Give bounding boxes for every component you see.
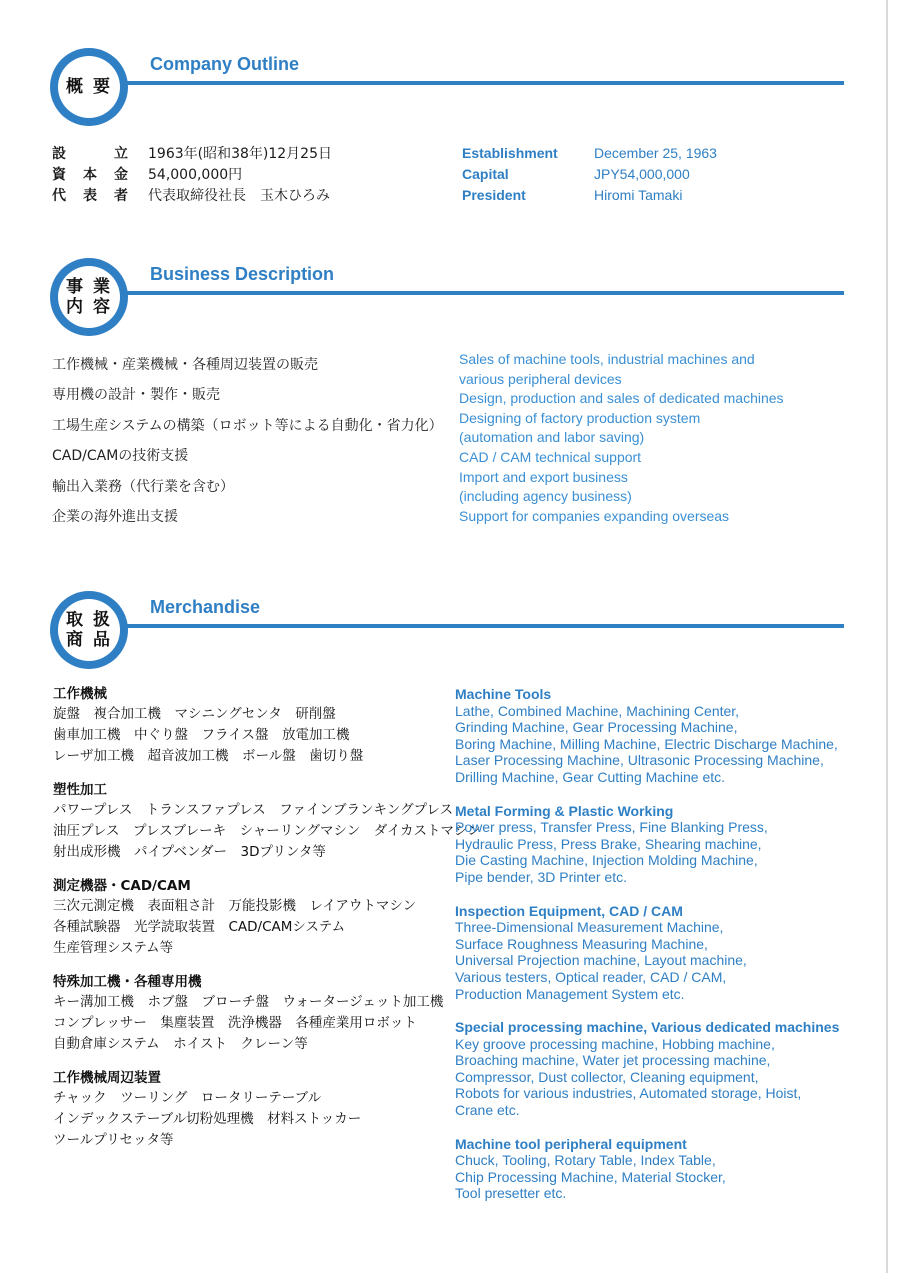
outline-en-value: Hiromi Tamaki	[594, 186, 683, 203]
outline-title: Company Outline	[150, 54, 300, 74]
business-title: Business Description	[150, 264, 335, 284]
outline-jp-label	[52, 143, 148, 163]
outline-jp-label	[52, 164, 148, 184]
outline-badge	[50, 48, 128, 126]
business-jp-list	[52, 354, 443, 536]
merch-en-line: Universal Projection machine, Layout machine,	[455, 952, 747, 969]
business-en-line: (including agency business)	[459, 488, 632, 505]
merch-en-category	[455, 1019, 855, 1119]
merch-jp-line: 歯車加工機 中ぐり盤 フライス盤 放電加工機	[53, 727, 350, 743]
merch-en-category	[455, 1136, 855, 1202]
business-badge-label	[58, 266, 120, 328]
business-jp-item: 工作機械・産業機械・各種周辺装置の販売	[52, 357, 318, 373]
outline-en-row	[462, 163, 717, 184]
business-badge-line2: 内 容	[66, 297, 112, 317]
merch-jp-heading: 塑性加工	[53, 782, 107, 798]
merch-jp-line: ツールプリセッタ等	[53, 1132, 174, 1148]
merch-jp-heading: 工作機械周辺装置	[53, 1070, 161, 1086]
merch-en-heading: Machine Tools	[455, 686, 552, 702]
merchandise-badge-label	[58, 599, 120, 661]
outline-jp-label-char: 者	[114, 187, 128, 204]
merch-en-line: Drilling Machine, Gear Cutting Machine etc.	[455, 768, 726, 785]
merch-en-heading: Special processing machine, Various dedicated machines	[455, 1019, 840, 1036]
merch-jp-line: 三次元測定機 表面粗さ計 万能投影機 レイアウトマシン	[53, 898, 417, 914]
merch-en-category	[455, 903, 855, 1003]
merch-en-line: Three-Dimensional Measurement Machine,	[455, 919, 724, 936]
merchandise-badge	[50, 591, 128, 669]
merch-jp-category	[53, 1068, 443, 1151]
merch-en-line: Power press, Transfer Press, Fine Blanking Press,	[455, 819, 768, 836]
merch-jp-line: 各種試験器 光学読取装置 CAD/CAMシステム	[53, 919, 346, 935]
outline-jp-label-char: 設	[52, 145, 66, 162]
business-section-header	[50, 258, 850, 342]
merch-en-line: Compressor, Dust collector, Cleaning equipment,	[455, 1068, 759, 1085]
merch-en-line: Die Casting Machine, Injection Molding Machine,	[455, 852, 758, 869]
outline-en-table	[462, 142, 717, 205]
merchandise-section-header	[50, 591, 850, 675]
business-rule	[126, 291, 844, 295]
business-en-list	[459, 350, 784, 526]
business-jp-item: 輸出入業務（代行業を含む）	[52, 478, 234, 495]
merch-jp-line: パワープレス トランスファプレス ファインブランキングプレス	[53, 802, 454, 818]
outline-jp-label-char: 金	[114, 166, 128, 183]
outline-jp-label-char: 本	[83, 166, 97, 183]
business-en-line: various peripheral devices	[459, 370, 622, 387]
outline-jp-label-char: 立	[114, 145, 128, 162]
merchandise-badge-line2: 商 品	[66, 630, 112, 650]
merch-jp-line: レーザ加工機 超音波加工機 ボール盤 歯切り盤	[53, 748, 364, 764]
merch-en-line: Grinding Machine, Gear Processing Machine,	[455, 719, 738, 736]
merch-en-line: Lathe, Combined Machine, Machining Center,	[455, 702, 740, 719]
merch-en-line: Hydraulic Press, Press Brake, Shearing machine,	[455, 835, 762, 852]
merch-en-line: Chip Processing Machine, Material Stocker,	[455, 1168, 726, 1185]
outline-jp-row	[52, 184, 332, 205]
merchandise-en-list	[455, 686, 855, 1219]
merch-jp-category	[53, 876, 443, 959]
business-jp-item: CAD/CAMの技術支援	[52, 448, 189, 465]
outline-section-header	[50, 48, 850, 132]
outline-en-value: December 25, 1963	[594, 144, 717, 161]
business-jp-item: 工場生産システムの構築（ロボット等による自動化・省力化）	[52, 417, 443, 434]
merch-jp-heading: 工作機械	[53, 686, 107, 702]
business-jp-item: 専用機の設計・製作・販売	[52, 387, 220, 404]
merch-jp-line: 旋盤 複合加工機 マシニングセンタ 研削盤	[53, 706, 336, 722]
outline-jp-value: 1963年(昭和38年)12月25日	[148, 145, 332, 162]
merchandise-title: Merchandise	[150, 597, 261, 617]
merch-jp-line: 生産管理システム等	[53, 940, 174, 956]
outline-jp-label-char: 資	[52, 166, 66, 183]
business-en-line: Sales of machine tools, industrial machines and	[459, 351, 755, 367]
merch-en-line: Robots for various industries, Automated storage, Hoist,	[455, 1085, 802, 1102]
merch-en-line: Various testers, Optical reader, CAD / CAM,	[455, 968, 727, 985]
business-en-line: CAD / CAM technical support	[459, 448, 642, 465]
merch-jp-category	[53, 684, 443, 767]
merch-en-line: Pipe bender, 3D Printer etc.	[455, 868, 627, 885]
business-jp-item: 企業の海外進出支援	[52, 508, 178, 525]
merch-en-line: Crane etc.	[455, 1102, 520, 1119]
merch-en-heading: Inspection Equipment, CAD / CAM	[455, 902, 683, 919]
merch-jp-line: 油圧プレス プレスブレーキ シャーリングマシン ダイカストマシン	[53, 823, 481, 839]
merch-en-category	[455, 803, 855, 886]
merchandise-badge-line1: 取 扱	[66, 610, 112, 630]
merch-jp-line: 射出成形機 パイプベンダー 3Dプリンタ等	[53, 844, 326, 860]
outline-jp-label-char: 表	[83, 187, 97, 204]
outline-jp-value: 54,000,000円	[148, 166, 243, 183]
page-edge-line	[886, 0, 888, 1273]
merch-jp-line: チャック ツーリング ロータリーテーブル	[53, 1090, 322, 1106]
merch-jp-category	[53, 972, 443, 1055]
business-en-line: (automation and labor saving)	[459, 429, 645, 446]
outline-badge-label: 概 要	[58, 56, 120, 118]
business-en-line: Design, production and sales of dedicated machines	[459, 390, 784, 407]
business-badge	[50, 258, 128, 336]
outline-jp-row	[52, 142, 332, 163]
merch-jp-line: インデックステーブル切粉処理機 材料ストッカー	[53, 1111, 362, 1127]
outline-en-row	[462, 142, 717, 163]
business-badge-line1: 事 業	[66, 277, 112, 297]
outline-jp-table	[52, 142, 332, 205]
business-en-line: Import and export business	[459, 468, 628, 485]
merch-en-heading: Metal Forming & Plastic Working	[455, 802, 674, 819]
outline-en-label: Capital	[462, 165, 509, 182]
merch-jp-line: 自動倉庫システム ホイスト クレーン等	[53, 1036, 308, 1052]
merch-en-line: Tool presetter etc.	[455, 1185, 567, 1202]
outline-en-row	[462, 184, 717, 205]
merch-jp-category	[53, 780, 481, 863]
outline-en-value: JPY54,000,000	[594, 165, 690, 182]
merch-jp-line: キー溝加工機 ホブ盤 ブローチ盤 ウォータージェット加工機	[53, 994, 444, 1010]
merch-jp-line: コンプレッサー 集塵装置 洗浄機器 各種産業用ロボット	[53, 1015, 417, 1031]
merch-en-category	[455, 686, 855, 786]
outline-jp-row	[52, 163, 332, 184]
merch-en-line: Chuck, Tooling, Rotary Table, Index Table,	[455, 1152, 716, 1169]
merchandise-jp-list	[53, 684, 481, 1164]
outline-en-label: President	[462, 186, 526, 203]
merch-jp-heading: 特殊加工機・各種専用機	[53, 974, 202, 990]
outline-en-label: Establishment	[462, 144, 558, 161]
outline-rule	[126, 81, 844, 85]
merch-en-line: Boring Machine, Milling Machine, Electric Discharge Machine,	[455, 735, 838, 752]
merch-en-line: Key groove processing machine, Hobbing machine,	[455, 1035, 775, 1052]
merch-en-line: Laser Processing Machine, Ultrasonic Processing Machine,	[455, 752, 824, 769]
outline-jp-value: 代表取締役社長 玉木ひろみ	[148, 187, 330, 204]
business-en-line: Designing of factory production system	[459, 409, 701, 426]
merchandise-rule	[126, 624, 844, 628]
business-en-line: Support for companies expanding overseas	[459, 507, 730, 524]
merch-en-line: Broaching machine, Water jet processing machine,	[455, 1052, 771, 1069]
merch-en-line: Production Management System etc.	[455, 985, 685, 1002]
outline-jp-label-char: 代	[52, 187, 66, 204]
merch-en-heading: Machine tool peripheral equipment	[455, 1135, 687, 1152]
merch-jp-heading: 測定機器・CAD/CAM	[53, 878, 191, 894]
outline-jp-label	[52, 185, 148, 205]
merch-en-line: Surface Roughness Measuring Machine,	[455, 935, 708, 952]
